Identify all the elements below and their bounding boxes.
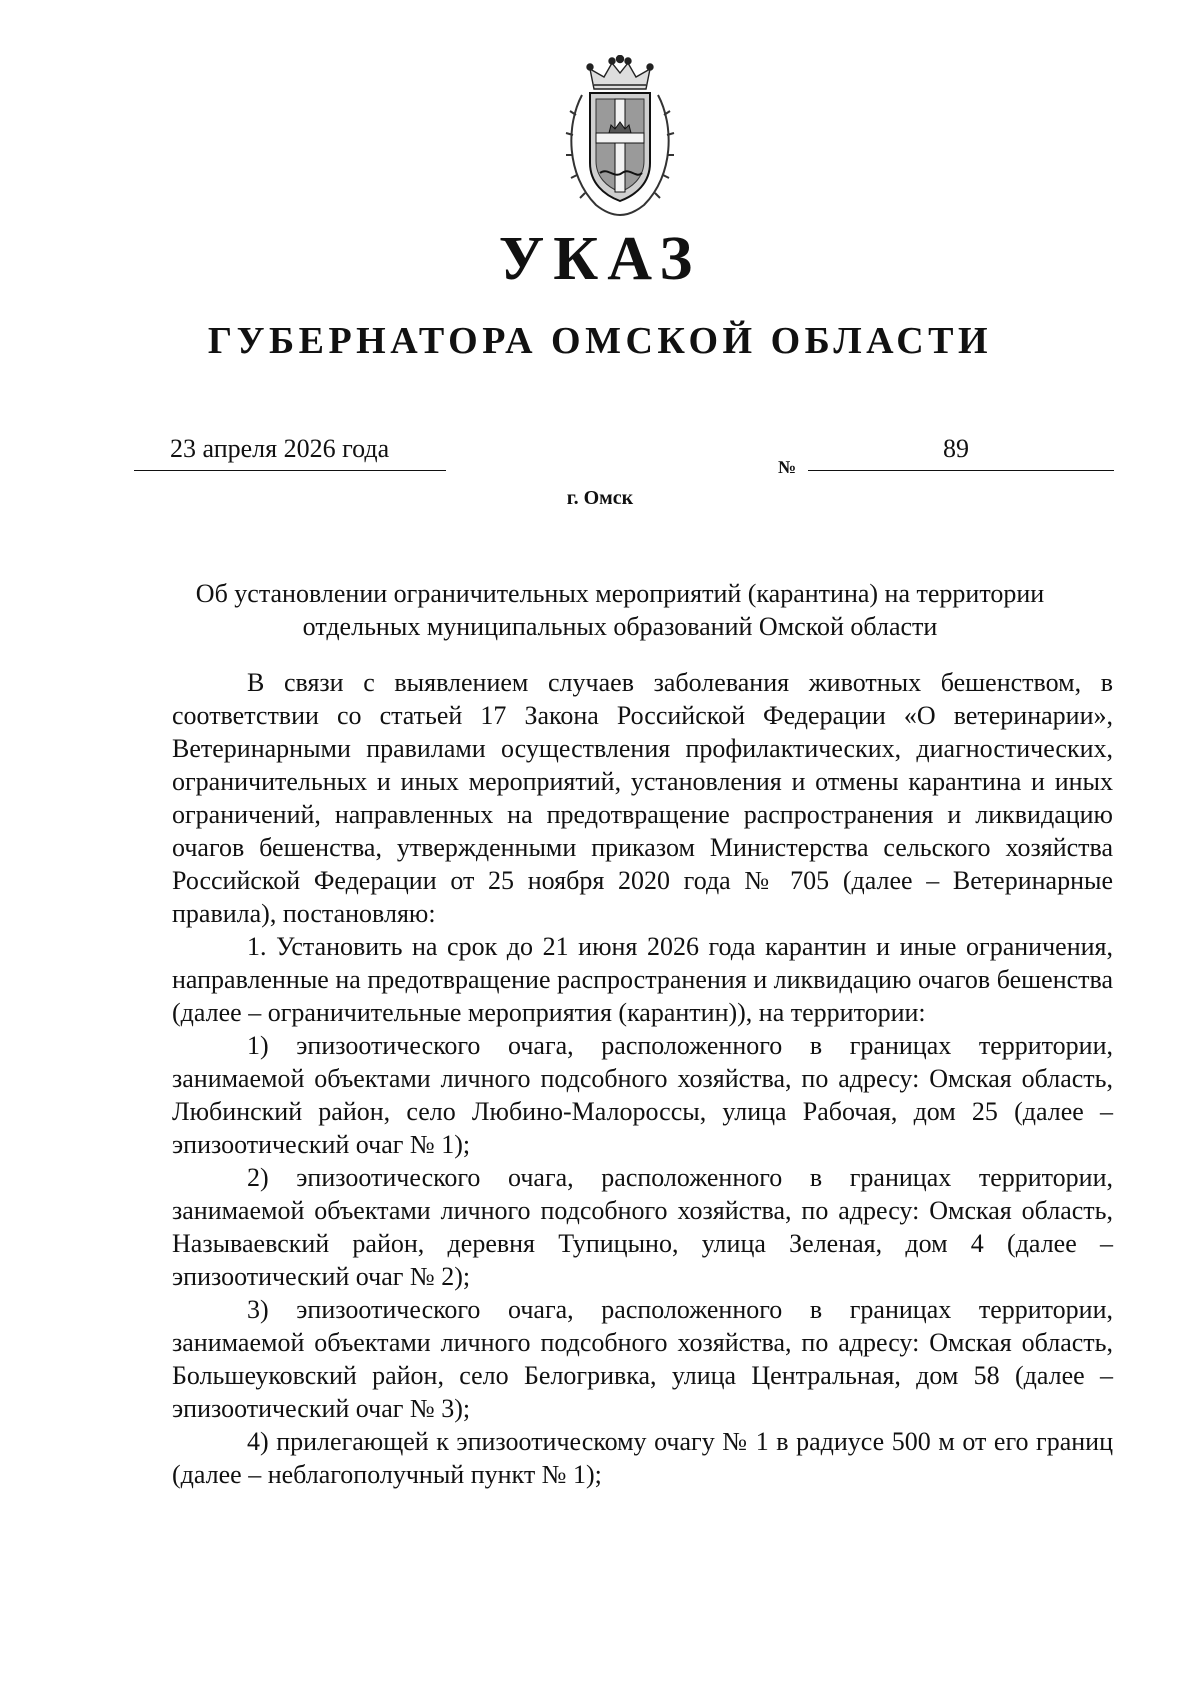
subject-line-1: Об установлении ограничительных мероприятий (карантина) на территории: [195, 579, 1045, 608]
number-label: №: [778, 457, 797, 477]
subclause-2-paragraph: 2) эпизоотического очага, расположенного в границах территории, занимаемой объектами личного подсобного хозяйства, по адресу: Омская область, Называевский район, деревня Тупицыно, улица Зеленая, дом 4 (далее – эпизоотический очаг № 2);: [172, 1163, 1113, 1291]
coat-of-arms-icon: [560, 55, 680, 220]
decree-date: 23 апреля 2026 года: [170, 434, 390, 463]
date-underline: [134, 470, 446, 471]
clause-1-paragraph: 1. Установить на срок до 21 июня 2026 года карантин и иные ограничения, направленные на предотвращение распространения и ликвидацию очагов бешенства (далее – ограничительные мероприятия (карантин)), на территории:: [172, 932, 1113, 1027]
subclause-4-paragraph: 4) прилегающей к эпизоотическому очагу № 1 в радиусе 500 м от его границ (далее – неблагополучный пункт № 1);: [172, 1427, 1113, 1489]
decree-body: [172, 666, 1113, 1491]
preamble-paragraph: В связи с выявлением случаев заболевания животных бешенством, в соответствии со статьей 17 Закона Российской Федерации «О ветеринарии», Ветеринарными правилами осуществления профилактических, диагностических, ограничительных и иных мероприятий, установления и отмены карантина и иных ограничений, направленных на предотвращение распространения и ликвидацию очагов бешенства, утвержденными приказом Министерства сельского хозяйства Российской Федерации от 25 ноября 2020 года № 705 (далее – Ветеринарные правила), постановляю:: [172, 668, 1113, 928]
document-title: УКАЗ: [498, 225, 702, 293]
decree-number: 89: [943, 434, 969, 463]
decree-subject: [140, 577, 1100, 643]
subclause-3-paragraph: 3) эпизоотического очага, расположенного в границах территории, занимаемой объектами личного подсобного хозяйства, по адресу: Омская область, Большеуковский район, село Белогривка, улица Центральная, дом 58 (далее – эпизоотический очаг № 3);: [172, 1295, 1113, 1423]
subclause-1-paragraph: 1) эпизоотического очага, расположенного в границах территории, занимаемой объектами личного подсобного хозяйства, по адресу: Омская область, Любинский район, село Любино-Малороссы, улица Рабочая, дом 25 (далее – эпизоотический очаг № 1);: [172, 1031, 1113, 1159]
document-subtitle: ГУБЕРНАТОРА ОМСКОЙ ОБЛАСТИ: [207, 320, 993, 362]
subject-line-2: отдельных муниципальных образований Омской области: [302, 612, 938, 641]
number-underline: [808, 470, 1114, 471]
city-label: г. Омск: [566, 487, 634, 509]
